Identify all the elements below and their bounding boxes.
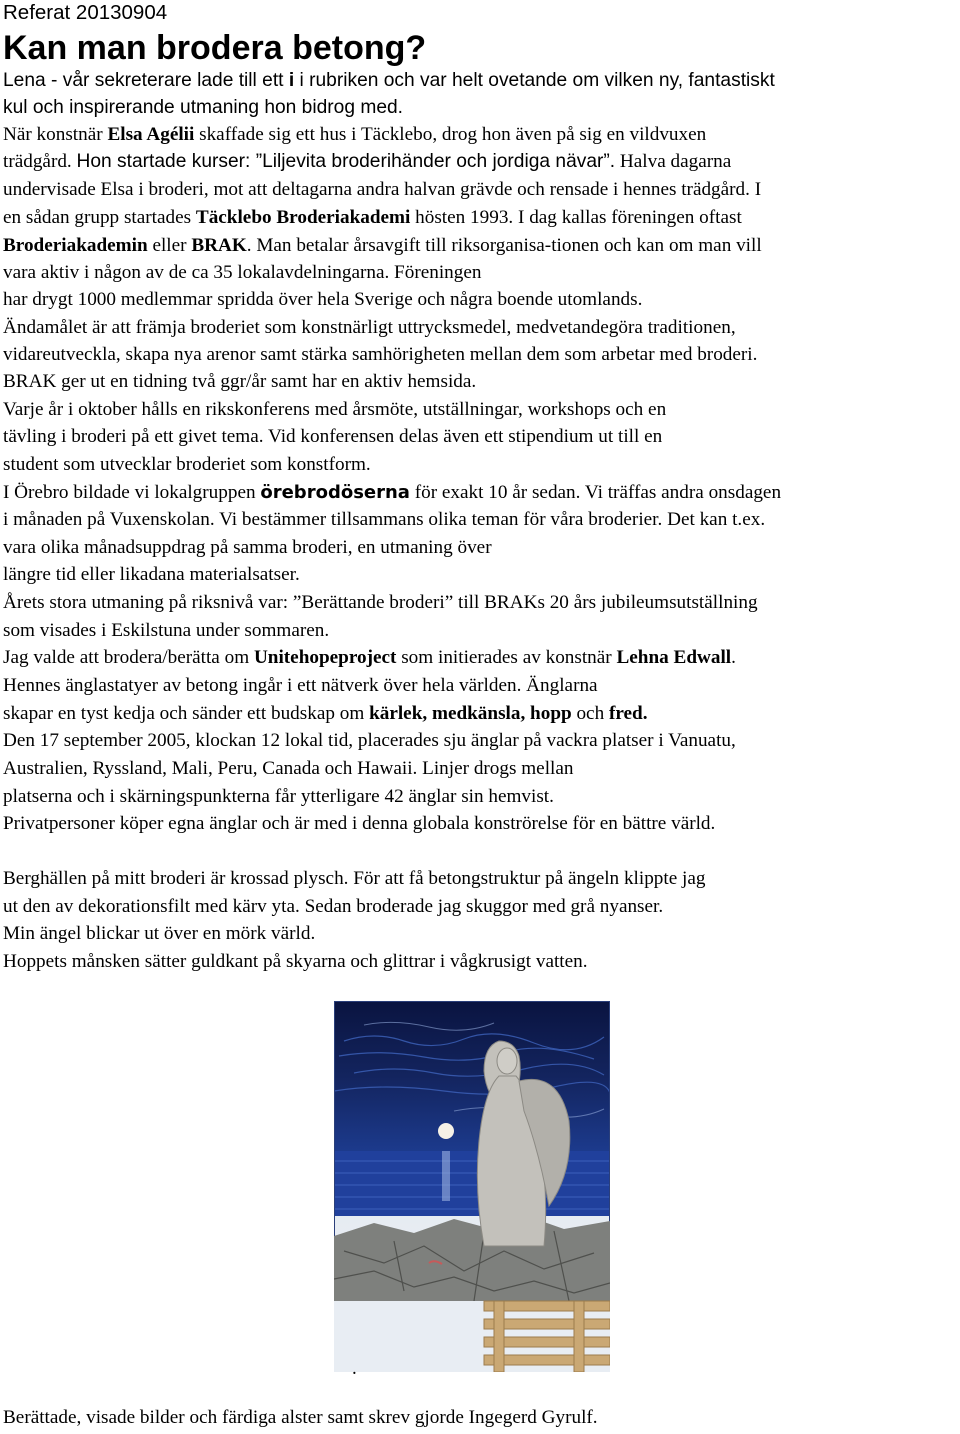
p6-line-2: Hennes änglastatyer av betong ingår i ett nätverk över hela världen. Änglarna — [3, 675, 598, 696]
p3-line-1: Varje år i oktober hålls en rikskonferens med årsmöte, utställningar, workshops och en — [3, 399, 667, 420]
p7-line-4: Hoppets månsken sätter guldkant på skyarna och glittrar i vågkrusigt vatten. — [3, 951, 588, 972]
page-title: Kan man brodera betong? — [3, 29, 427, 67]
p5-line-2: som visades i Eskilstuna under sommaren. — [3, 620, 330, 641]
p3-line-2: tävling i broderi på ett givet tema. Vid konferensen delas även ett stipendium ut till en — [3, 426, 663, 447]
p6-line-1: Jag valde att brodera/berätta om Unitehopeproject som initierades av konstnär Lehna Edwall. — [3, 647, 736, 668]
p5-line-1: Årets stora utmaning på riksnivå var: ”Berättande broderi” till BRAKs 20 års jubileumsutställning — [3, 592, 758, 613]
embroidery-photo-illustration — [334, 1001, 610, 1372]
p6-line-7: Privatpersoner köper egna änglar och är med i denna globala konströrelse för en bättre värld. — [3, 813, 716, 834]
p1-line-5: Broderiakademin eller BRAK. Man betalar årsavgift till riksorganisa-tionen och kan om man vill — [3, 235, 762, 256]
p6-line-4: Den 17 september 2005, klockan 12 lokal tid, placerades sju änglar på vackra platser i Vanuatu, — [3, 730, 736, 751]
stray-period: . — [352, 1358, 357, 1379]
p1-line-4: en sådan grupp startades Täcklebo Broderiakademi hösten 1993. I dag kallas föreningen oftast — [3, 207, 742, 228]
p1-line-1: När konstnär Elsa Agélii skaffade sig ett hus i Täcklebo, drog hon även på sig en vildvuxen — [3, 124, 707, 145]
p1-line-3: undervisade Elsa i broderi, mot att deltagarna andra halvan grävde och rensade i hennes trädgård. I — [3, 179, 762, 200]
p4-line-4: längre tid eller likadana materialsatser. — [3, 564, 300, 585]
p4-line-2: i månaden på Vuxenskolan. Vi bestämmer tillsammans olika teman för våra broderier. Det kan t.ex. — [3, 509, 766, 530]
p6-line-5: Australien, Ryssland, Mali, Peru, Canada och Hawaii. Linjer drogs mellan — [3, 758, 574, 779]
p4-line-3: vara olika månadsuppdrag på samma broderi, en utmaning över — [3, 537, 492, 558]
p2-line-1: Ändamålet är att främja broderiet som konstnärligt uttrycksmedel, medvetandegöra traditionen, — [3, 317, 736, 338]
p4-line-1: I Örebro bildade vi lokalgruppen örebrodöserna för exakt 10 år sedan. Vi träffas andra onsdagen — [3, 482, 782, 503]
p7-line-3: Min ängel blickar ut över en mörk värld. — [3, 923, 316, 944]
p1-line-2: trädgård. Hon startade kurser: ”Liljevita broderihänder och jordiga nävar”. Halva dagarna — [3, 151, 732, 172]
p6-line-3: skapar en tyst kedja och sänder ett budskap om kärlek, medkänsla, hopp och fred. — [3, 703, 648, 724]
p2-line-2: vidareutveckla, skapa nya arenor samt stärka samhörigheten mellan dem som arbetar med broderi. — [3, 344, 758, 365]
intro-line-1: Lena - vår sekreterare lade till ett i i rubriken och var helt ovetande om vilken ny, fantastiskt — [3, 70, 775, 91]
p7-line-2: ut den av dekorationsfilt med kärv yta. Sedan broderade jag skuggor med grå nyanser. — [3, 896, 664, 917]
report-date-header: Referat 20130904 — [3, 1, 168, 24]
moon-icon — [438, 1123, 454, 1139]
p6-line-6: platserna och i skärningspunkterna får ytterligare 42 änglar sin hemvist. — [3, 786, 554, 807]
embroidery-photo — [334, 1001, 610, 1372]
p2-line-3: BRAK ger ut en tidning två ggr/år samt har en aktiv hemsida. — [3, 371, 477, 392]
p3-line-3: student som utvecklar broderiet som konstform. — [3, 454, 371, 475]
p1-line-7: har drygt 1000 medlemmar spridda över hela Sverige och några boende utomlands. — [3, 289, 643, 310]
p1-line-6: vara aktiv i någon av de ca 35 lokalavdelningarna. Föreningen — [3, 262, 482, 283]
footer-credit: Berättade, visade bilder och färdiga alster samt skrev gjorde Ingegerd Gyrulf. — [3, 1407, 598, 1428]
p7-line-1: Berghällen på mitt broderi är krossad plysch. För att få betongstruktur på ängeln klippte jag — [3, 868, 706, 889]
intro-line-2: kul och inspirerande utmaning hon bidrog med. — [3, 97, 403, 118]
